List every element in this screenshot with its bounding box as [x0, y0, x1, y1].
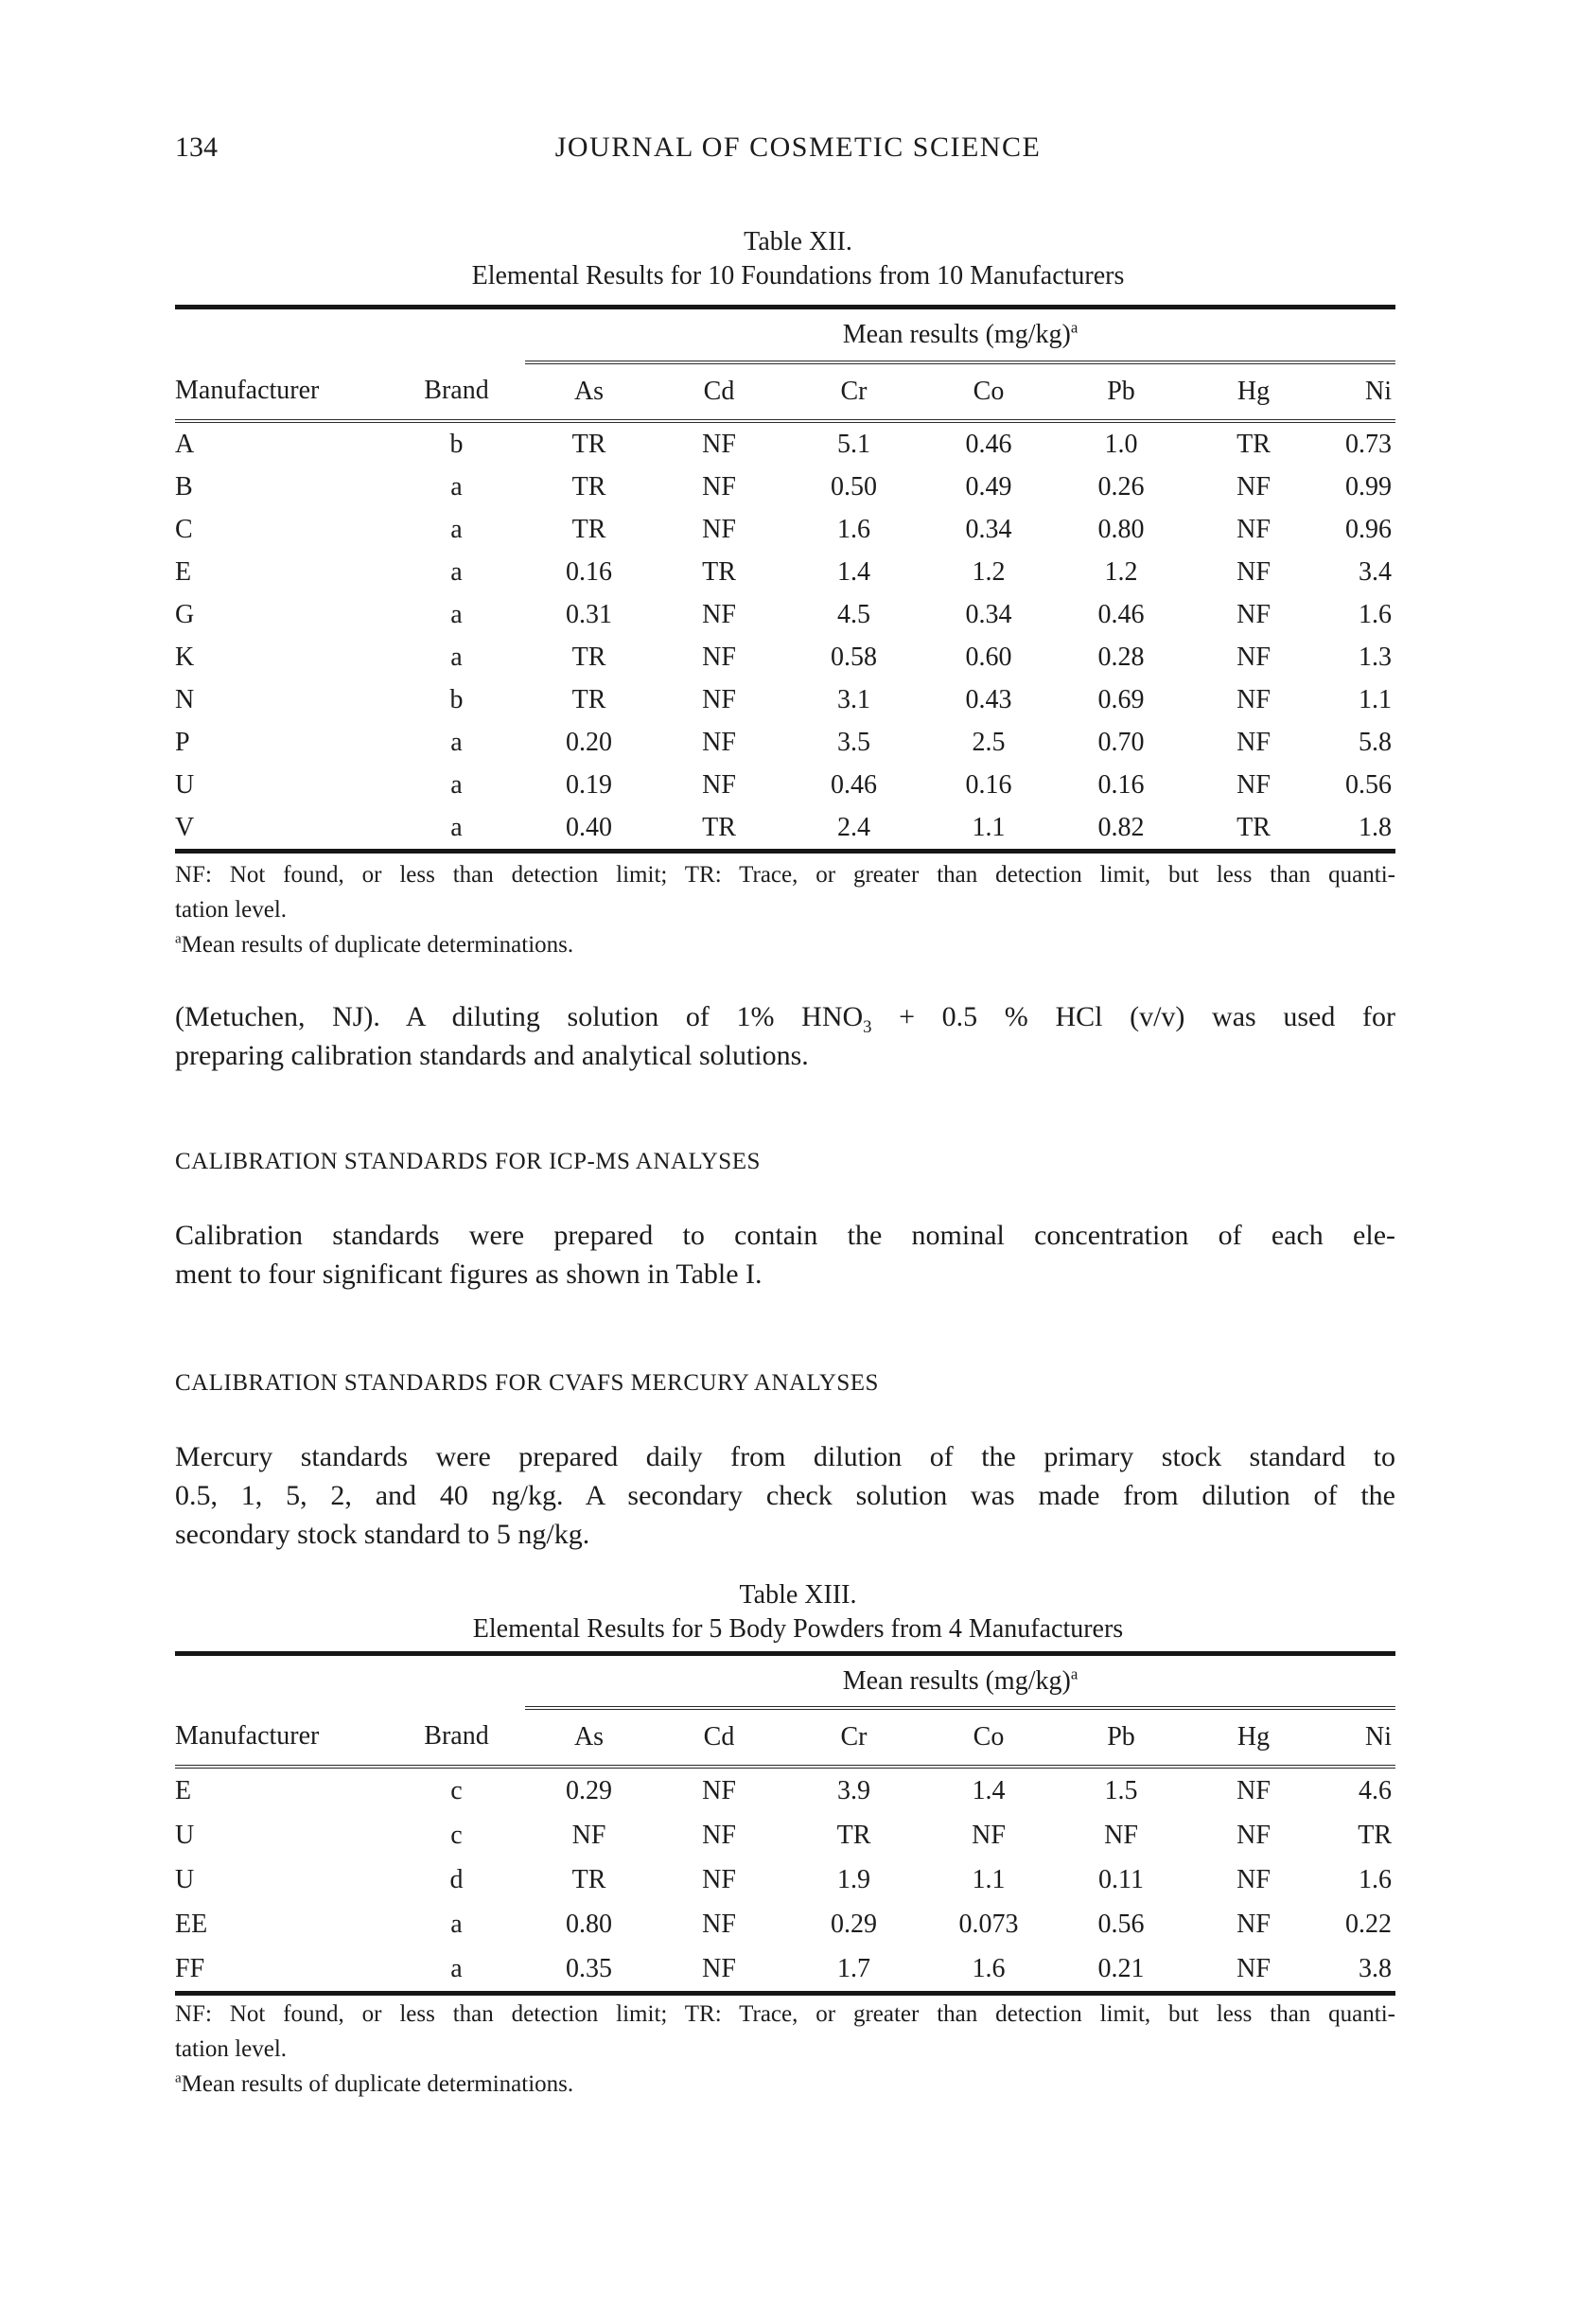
paragraph-text: + 0.5 % HCl (v/v) was used for: [871, 1001, 1395, 1032]
table-cell: 0.16: [1097, 769, 1145, 800]
footnote-line: tation level.: [175, 2036, 288, 2062]
table-cell: 0.49: [965, 471, 1012, 502]
table-cell: 0.29: [566, 1775, 612, 1805]
table-row: [175, 593, 1395, 636]
table-cell: 0.16: [566, 556, 612, 587]
footnote-text: Mean results of duplicate determinations.: [181, 932, 574, 958]
table-xiii-title: Table XIII.: [739, 1580, 857, 1610]
table-cell: V: [175, 812, 195, 842]
table-xii-body: [175, 421, 1395, 852]
footnote-mark: a: [175, 2070, 182, 2086]
table-cell: N: [175, 684, 195, 714]
footnote-line: tation level.: [175, 897, 288, 923]
table-cell: TR: [571, 642, 606, 672]
spacer-cell: [175, 1654, 525, 1709]
table-cell: 0.40: [566, 812, 612, 842]
table-xii-footnotes: [175, 857, 1395, 962]
table-cell: 0.56: [1345, 769, 1393, 800]
table-cell: b: [449, 429, 464, 459]
spacer-cell: [175, 308, 525, 363]
table-cell: 0.69: [1097, 684, 1145, 714]
column-header: Cd: [653, 362, 785, 421]
table-row: [175, 1813, 1395, 1857]
table-cell: c: [450, 1775, 463, 1805]
table-cell: 1.4: [972, 1775, 1006, 1805]
section-heading-cvafs: CALIBRATION STANDARDS FOR CVAFS MERCURY ANALYSES: [175, 1370, 879, 1396]
column-header: Brand: [388, 362, 525, 421]
table-xiii-caption: [0, 1578, 1596, 1646]
table-cell: 0.11: [1098, 1864, 1144, 1894]
column-header: Hg: [1187, 362, 1320, 421]
table-cell: TR: [571, 429, 606, 459]
table-cell: 1.3: [1359, 642, 1393, 672]
table-cell: 0.21: [1097, 1953, 1145, 1983]
table-row: [175, 508, 1395, 551]
column-header: Co: [922, 362, 1055, 421]
table-xiii-subtitle: Elemental Results for 5 Body Powders from 4 Manufacturers: [472, 1614, 1124, 1644]
paragraph-line: secondary stock standard to 5 ng/kg.: [175, 1519, 590, 1550]
table-cell: 1.9: [837, 1864, 870, 1894]
table-cell: a: [450, 812, 463, 842]
table-cell: EE: [175, 1909, 208, 1939]
table-cell: TR: [702, 812, 736, 842]
table-cell: NF: [1236, 769, 1271, 800]
table-cell: 1.6: [1359, 599, 1393, 629]
table-xii: [175, 305, 1395, 854]
paragraph-line: Calibration standards were prepared to contain the nominal concentration of each ele-: [175, 1220, 1395, 1251]
table-cell: 3.9: [837, 1775, 870, 1805]
paragraph-text: (Metuchen, NJ). A diluting solution of 1% HNO: [175, 1001, 864, 1032]
table-cell: NF: [702, 429, 736, 459]
table-cell: 0.34: [965, 599, 1012, 629]
table-cell: 0.58: [831, 642, 877, 672]
page-number: 134: [175, 132, 218, 163]
footnote-line: NF: Not found, or less than detection limit; TR: Trace, or greater than detection limit, but less than quanti-: [175, 862, 1395, 888]
column-header: Hg: [1187, 1708, 1320, 1767]
table-cell: NF: [1236, 556, 1271, 587]
mean-results-header: [525, 1654, 1395, 1709]
table-cell: G: [175, 599, 195, 629]
table-cell: a: [450, 1909, 463, 1939]
table-cell: 0.16: [965, 769, 1012, 800]
table-cell: NF: [1236, 684, 1271, 714]
table-cell: NF: [1236, 1864, 1271, 1894]
table-cell: TR: [571, 514, 606, 544]
table-cell: NF: [1236, 1820, 1271, 1850]
table-cell: B: [175, 471, 193, 502]
table-cell: c: [450, 1820, 463, 1850]
table-cell: 1.8: [1359, 812, 1393, 842]
mean-results-footnote-mark: a: [1070, 318, 1079, 337]
table-cell: 1.5: [1104, 1775, 1138, 1805]
table-cell: 0.073: [958, 1909, 1019, 1939]
column-header: Cr: [785, 1708, 922, 1767]
table-cell: U: [175, 1864, 195, 1894]
paragraph-line: 0.5, 1, 5, 2, and 40 ng/kg. A secondary check solution was made from dilution of the: [175, 1480, 1395, 1511]
table-cell: a: [450, 1953, 463, 1983]
table-cell: NF: [702, 1775, 736, 1805]
table-cell: 0.82: [1097, 812, 1145, 842]
table-cell: TR: [1236, 429, 1271, 459]
table-cell: NF: [1236, 1909, 1271, 1939]
table-cell: 1.6: [1359, 1864, 1393, 1894]
table-cell: 5.1: [837, 429, 870, 459]
table-cell: NF: [702, 769, 736, 800]
table-row: [175, 678, 1395, 721]
column-header: Co: [922, 1708, 1055, 1767]
table-cell: TR: [1236, 812, 1271, 842]
table-cell: 0.22: [1345, 1909, 1393, 1939]
table-cell: NF: [1236, 1953, 1271, 1983]
table-row: [175, 1946, 1395, 1994]
table-cell: 0.35: [566, 1953, 612, 1983]
table-xiii: [175, 1651, 1395, 1996]
mean-results-header: [525, 308, 1395, 363]
table-cell: NF: [702, 684, 736, 714]
table-cell: E: [175, 1775, 192, 1805]
table-row: [175, 636, 1395, 678]
table-cell: d: [449, 1864, 464, 1894]
table-cell: 1.1: [1359, 684, 1393, 714]
table-row: [175, 721, 1395, 764]
table-cell: A: [175, 429, 195, 459]
table-cell: U: [175, 769, 195, 800]
table-cell: a: [450, 599, 463, 629]
table-xii-caption: [0, 225, 1596, 293]
paragraph-line: preparing calibration standards and analytical solutions.: [175, 1040, 809, 1071]
column-header: Cd: [653, 1708, 785, 1767]
paragraph-diluting-solution: [175, 997, 1395, 1075]
paragraph-calibration-standards: [175, 1216, 1395, 1294]
table-cell: 0.50: [831, 471, 877, 502]
table-cell: E: [175, 556, 192, 587]
table-cell: 3.1: [837, 684, 870, 714]
table-cell: NF: [702, 471, 736, 502]
table-cell: a: [450, 471, 463, 502]
table-cell: 0.60: [965, 642, 1012, 672]
column-header: As: [525, 1708, 653, 1767]
table-cell: 1.0: [1104, 429, 1138, 459]
table-cell: NF: [1236, 514, 1271, 544]
span-header-row: [175, 1654, 1395, 1709]
table-cell: 5.8: [1359, 727, 1393, 757]
table-cell: 1.2: [1104, 556, 1138, 587]
table-cell: NF: [571, 1820, 606, 1850]
span-header-row: [175, 308, 1395, 363]
table-cell: NF: [702, 514, 736, 544]
column-header-row: [175, 362, 1395, 421]
table-cell: TR: [571, 684, 606, 714]
table-row: [175, 1902, 1395, 1946]
table-cell: 3.8: [1359, 1953, 1393, 1983]
column-header: Brand: [388, 1708, 525, 1767]
table-cell: 0.34: [965, 514, 1012, 544]
table-cell: 0.70: [1097, 727, 1145, 757]
table-row: [175, 551, 1395, 593]
chemical-subscript: 3: [863, 1017, 872, 1037]
table-cell: 0.73: [1345, 429, 1393, 459]
table-cell: 3.4: [1359, 556, 1393, 587]
table-cell: 1.1: [972, 812, 1006, 842]
footnote-note: [175, 2067, 1395, 2102]
table-cell: 1.2: [972, 556, 1006, 587]
table-cell: FF: [175, 1953, 205, 1983]
table-cell: a: [450, 556, 463, 587]
table-cell: 2.5: [972, 727, 1006, 757]
table-cell: 0.20: [566, 727, 612, 757]
table-cell: NF: [702, 1864, 736, 1894]
table-cell: 0.46: [831, 769, 877, 800]
table-cell: 0.26: [1097, 471, 1145, 502]
column-header-row: [175, 1708, 1395, 1767]
table-row: [175, 466, 1395, 508]
table-cell: TR: [702, 556, 736, 587]
table-cell: 1.1: [972, 1864, 1006, 1894]
table-cell: NF: [1236, 1775, 1271, 1805]
table-cell: C: [175, 514, 193, 544]
column-header: Manufacturer: [175, 1708, 388, 1767]
footnote-note: [175, 927, 1395, 962]
table-cell: 2.4: [837, 812, 870, 842]
table-row: [175, 1857, 1395, 1902]
paragraph-line: Mercury standards were prepared daily from dilution of the primary stock standard to: [175, 1441, 1395, 1472]
table-cell: NF: [1236, 471, 1271, 502]
table-cell: 0.80: [566, 1909, 612, 1939]
running-head: [0, 131, 1596, 168]
table-cell: NF: [972, 1820, 1006, 1850]
mean-results-label: Mean results (mg/kg): [842, 320, 1071, 349]
table-cell: 0.80: [1097, 514, 1145, 544]
table-xii-title: Table XII.: [744, 227, 852, 256]
paragraph-line: [175, 997, 1395, 1036]
table-cell: a: [450, 642, 463, 672]
table-row: [175, 806, 1395, 852]
column-header: Cr: [785, 362, 922, 421]
table-cell: NF: [702, 599, 736, 629]
column-header: Manufacturer: [175, 362, 388, 421]
table-cell: 1.7: [837, 1953, 870, 1983]
table-cell: NF: [1104, 1820, 1138, 1850]
table-cell: 0.28: [1097, 642, 1145, 672]
footnote-text: Mean results of duplicate determinations.: [181, 2071, 574, 2097]
table-cell: TR: [1358, 1820, 1393, 1850]
table-xii-subtitle: Elemental Results for 10 Foundations from 10 Manufacturers: [471, 261, 1125, 290]
mean-results-footnote-mark: a: [1070, 1664, 1079, 1683]
table-xiii-body: [175, 1767, 1395, 1994]
table-cell: 0.43: [965, 684, 1012, 714]
table-cell: a: [450, 727, 463, 757]
table-row: [175, 1767, 1395, 1813]
table-cell: 4.5: [837, 599, 870, 629]
table-cell: 0.46: [965, 429, 1012, 459]
table-cell: NF: [1236, 727, 1271, 757]
table-cell: 0.31: [566, 599, 612, 629]
table-xiii-footnotes: [175, 1997, 1395, 2102]
mean-results-label: Mean results (mg/kg): [842, 1665, 1071, 1696]
table-cell: a: [450, 769, 463, 800]
table-cell: TR: [571, 471, 606, 502]
table-row: [175, 421, 1395, 466]
column-header: Pb: [1055, 362, 1187, 421]
table-cell: 1.4: [837, 556, 870, 587]
column-header: As: [525, 362, 653, 421]
table-cell: P: [175, 727, 190, 757]
table-cell: 0.29: [831, 1909, 877, 1939]
journal-title: JOURNAL OF COSMETIC SCIENCE: [554, 132, 1042, 163]
paragraph-mercury-standards: [175, 1437, 1395, 1554]
table-row: [175, 764, 1395, 806]
column-header: Ni: [1320, 362, 1395, 421]
table-cell: 0.56: [1097, 1909, 1145, 1939]
table-cell: TR: [571, 1864, 606, 1894]
table-cell: 4.6: [1359, 1775, 1393, 1805]
table-cell: a: [450, 514, 463, 544]
table-cell: K: [175, 642, 195, 672]
paragraph-line: ment to four significant figures as shown in Table I.: [175, 1259, 763, 1290]
table-cell: NF: [1236, 599, 1271, 629]
table-cell: NF: [702, 1953, 736, 1983]
table-cell: 0.96: [1345, 514, 1393, 544]
footnote-mark: a: [175, 931, 182, 947]
column-header: Ni: [1320, 1708, 1395, 1767]
table-cell: NF: [702, 727, 736, 757]
column-header: Pb: [1055, 1708, 1187, 1767]
table-cell: 0.19: [566, 769, 612, 800]
table-cell: NF: [702, 1909, 736, 1939]
table-cell: 0.46: [1097, 599, 1145, 629]
table-cell: 3.5: [837, 727, 870, 757]
footnote-line: NF: Not found, or less than detection limit; TR: Trace, or greater than detection limit, but less than quanti-: [175, 2001, 1395, 2027]
table-cell: b: [449, 684, 464, 714]
table-cell: TR: [836, 1820, 871, 1850]
table-cell: NF: [1236, 642, 1271, 672]
table-cell: 1.6: [837, 514, 870, 544]
table-cell: 1.6: [972, 1953, 1006, 1983]
table-cell: NF: [702, 1820, 736, 1850]
table-cell: NF: [702, 642, 736, 672]
section-heading-icpms: CALIBRATION STANDARDS FOR ICP-MS ANALYSES: [175, 1149, 761, 1174]
table-cell: U: [175, 1820, 195, 1850]
table-cell: 0.99: [1345, 471, 1393, 502]
